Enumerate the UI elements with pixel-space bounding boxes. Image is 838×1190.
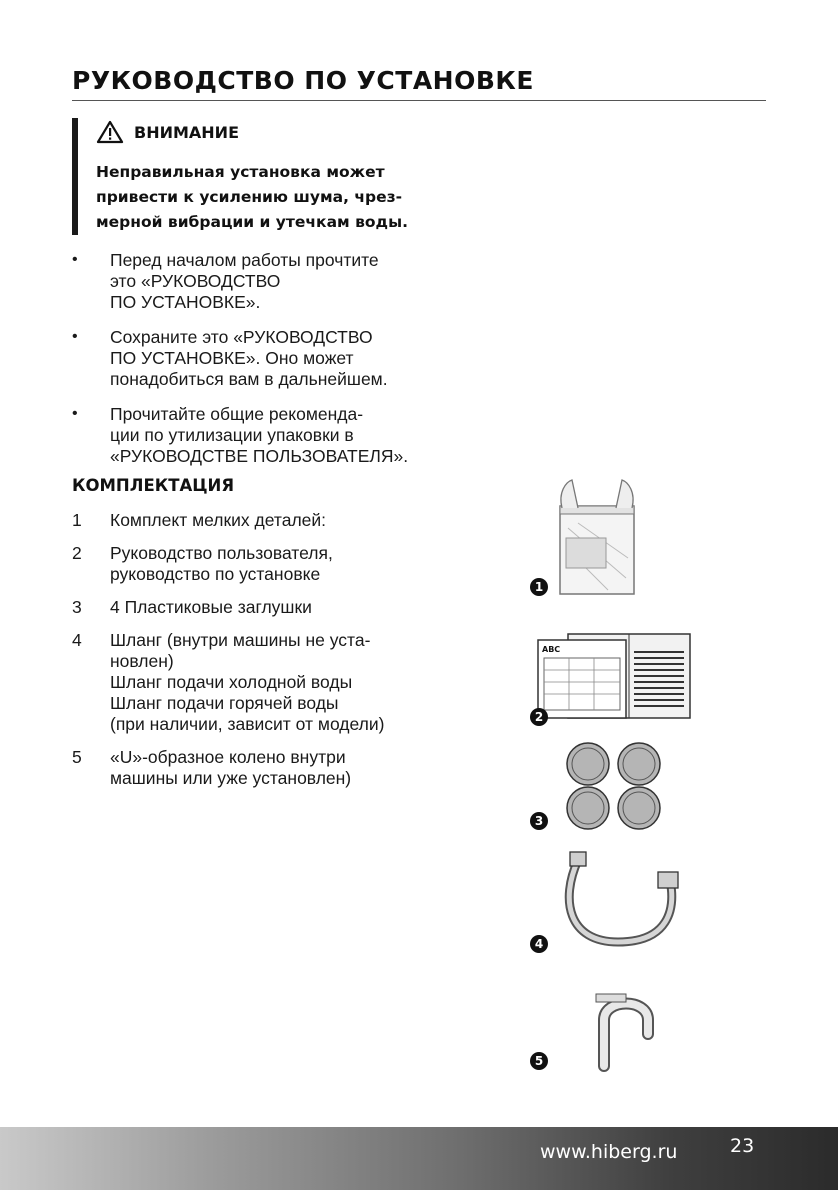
figure-badge: 4 [530, 935, 548, 953]
item-text [110, 747, 351, 789]
text-line: Шланг подачи холодной воды [110, 672, 353, 692]
u-bend-icon [590, 990, 662, 1072]
bullet-marker: • [72, 251, 78, 268]
figure-badge: 1 [530, 578, 548, 596]
list-item [72, 404, 432, 467]
manual-label: ABC [542, 645, 561, 654]
kit-item [72, 747, 452, 789]
text-line: Руководство пользователя, [110, 543, 333, 563]
kit-item [72, 543, 452, 585]
page-footer [0, 1127, 838, 1190]
title-divider [72, 100, 766, 101]
item-text [110, 543, 333, 585]
warning-line: мерной вибрации и утечкам воды. [96, 213, 408, 231]
instructions-list [72, 250, 432, 481]
warning-title: ВНИМАНИЕ [134, 122, 239, 142]
text-line: Сохраните это «РУКОВОДСТВО [110, 327, 373, 347]
text-line: понадобиться вам в дальнейшем. [110, 369, 388, 389]
text-line: ции по утилизации упаковки в [110, 425, 354, 445]
text-line: Комплект мелких деталей: [110, 510, 327, 530]
item-text [110, 630, 384, 735]
warning-text [96, 160, 426, 235]
text-line: Прочитайте общие рекоменда- [110, 404, 364, 424]
bullet-marker: • [72, 328, 78, 345]
kit-item [72, 630, 452, 735]
text-line: ПО УСТАНОВКЕ». Оно может [110, 348, 354, 368]
text-line: 4 Пластиковые заглушки [110, 597, 312, 617]
warning-header [96, 120, 239, 144]
kit-item [72, 510, 452, 531]
item-number: 3 [72, 597, 82, 617]
text-line: Шланг (внутри машины не уста- [110, 630, 371, 650]
item-number: 2 [72, 543, 82, 563]
hose-icon [558, 850, 688, 950]
item-number: 5 [72, 747, 82, 767]
page-number: 23 [730, 1135, 755, 1157]
website-link[interactable]: www.hiberg.ru [540, 1141, 678, 1163]
text-line: «РУКОВОДСТВЕ ПОЛЬЗОВАТЕЛЯ». [110, 446, 409, 466]
kit-section-title: КОМПЛЕКТАЦИЯ [72, 476, 235, 495]
figure-badge: 5 [530, 1052, 548, 1070]
warning-line: Неправильная установка может [96, 163, 385, 181]
list-item [72, 327, 432, 390]
list-item-text [110, 250, 379, 313]
text-line: Перед началом работы прочтите [110, 250, 379, 270]
text-line: это «РУКОВОДСТВО [110, 271, 281, 291]
list-item-text [110, 327, 388, 390]
list-item [72, 250, 432, 313]
text-line: руководство по установке [110, 564, 321, 584]
item-text [110, 597, 312, 618]
list-item-text [110, 404, 408, 467]
text-line: Шланг подачи горячей воды [110, 693, 339, 713]
bullet-marker: • [72, 405, 78, 422]
warning-line: привести к усилению шума, чрез- [96, 188, 403, 206]
text-line: новлен) [110, 651, 174, 671]
item-number: 1 [72, 510, 82, 530]
page-title: РУКОВОДСТВО ПО УСТАНОВКЕ [72, 66, 534, 95]
figure-badge: 2 [530, 708, 548, 726]
text-line: машины или уже установлен) [110, 768, 352, 788]
kit-items-list [72, 510, 452, 801]
text-line: «U»-образное колено внутри [110, 747, 346, 767]
parts-bag-icon [548, 478, 648, 598]
manuals-icon [534, 632, 692, 722]
item-text [110, 510, 326, 531]
text-line: ПО УСТАНОВКЕ». [110, 292, 261, 312]
text-line: (при наличии, зависит от модели) [110, 714, 385, 734]
kit-item [72, 597, 452, 618]
plastic-caps-icon [562, 740, 672, 832]
item-number: 4 [72, 630, 82, 650]
warning-side-bar [72, 118, 78, 235]
warning-triangle-icon [96, 120, 124, 144]
figure-badge: 3 [530, 812, 548, 830]
